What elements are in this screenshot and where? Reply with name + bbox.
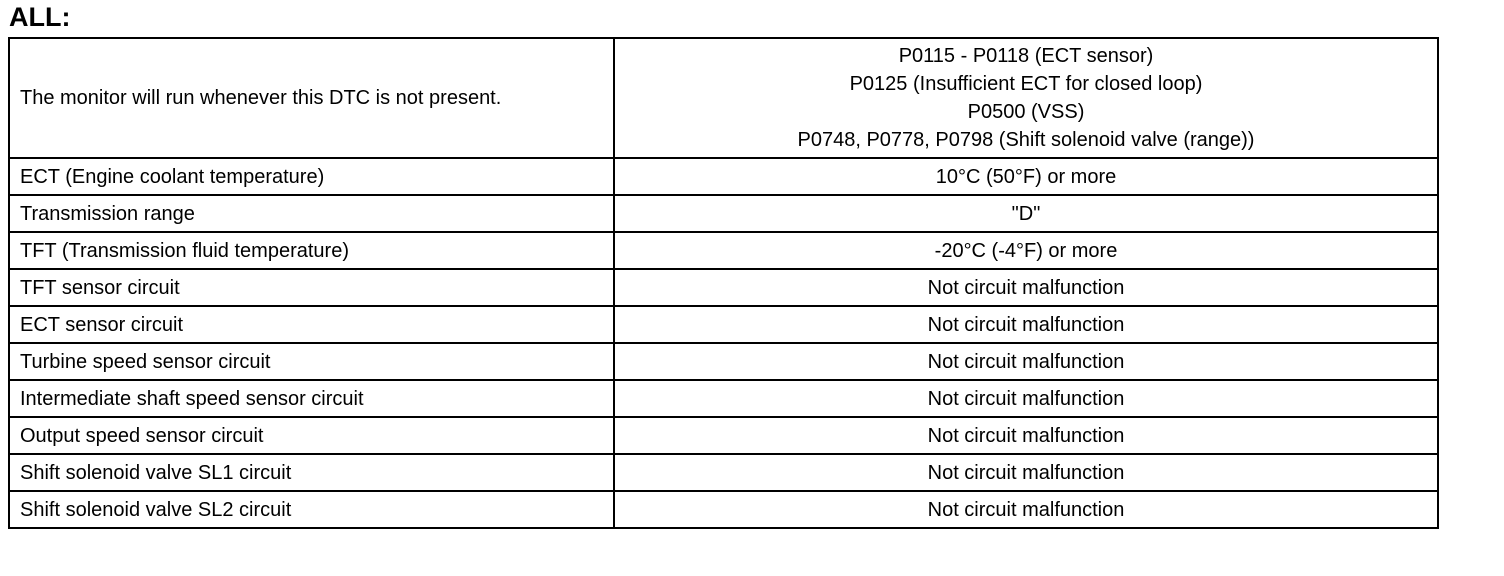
condition-label: Turbine speed sensor circuit xyxy=(9,343,614,380)
table-row xyxy=(9,232,1438,269)
condition-label: ECT (Engine coolant temperature) xyxy=(9,158,614,195)
condition-value: Not circuit malfunction xyxy=(614,491,1438,528)
table-row xyxy=(9,417,1438,454)
condition-value: Not circuit malfunction xyxy=(614,454,1438,491)
condition-value: Not circuit malfunction xyxy=(614,343,1438,380)
condition-label: The monitor will run whenever this DTC is not present. xyxy=(9,38,614,158)
condition-label: ECT sensor circuit xyxy=(9,306,614,343)
table-row xyxy=(9,195,1438,232)
condition-value: 10°C (50°F) or more xyxy=(614,158,1438,195)
table-row xyxy=(9,343,1438,380)
condition-value: Not circuit malfunction xyxy=(614,269,1438,306)
table-row xyxy=(9,158,1438,195)
condition-label: Intermediate shaft speed sensor circuit xyxy=(9,380,614,417)
condition-value xyxy=(614,38,1438,158)
table-row xyxy=(9,380,1438,417)
condition-value: Not circuit malfunction xyxy=(614,306,1438,343)
section-heading: ALL: xyxy=(9,2,71,32)
condition-value: Not circuit malfunction xyxy=(614,417,1438,454)
table-row xyxy=(9,454,1438,491)
condition-value: -20°C (-4°F) or more xyxy=(614,232,1438,269)
table-row xyxy=(9,491,1438,528)
condition-label: TFT (Transmission fluid temperature) xyxy=(9,232,614,269)
condition-label: Shift solenoid valve SL1 circuit xyxy=(9,454,614,491)
condition-label: TFT sensor circuit xyxy=(9,269,614,306)
dtc-line: P0748, P0778, P0798 (Shift solenoid valve (range)) xyxy=(797,129,1255,151)
table-row xyxy=(9,38,1438,158)
condition-label: Transmission range xyxy=(9,195,614,232)
dtc-line: P0500 (VSS) xyxy=(967,101,1085,123)
table-row xyxy=(9,269,1438,306)
condition-label: Output speed sensor circuit xyxy=(9,417,614,454)
condition-value: Not circuit malfunction xyxy=(614,380,1438,417)
monitor-conditions-table xyxy=(8,37,1439,529)
dtc-line: P0115 - P0118 (ECT sensor) xyxy=(898,45,1154,67)
condition-value: "D" xyxy=(614,195,1438,232)
condition-label: Shift solenoid valve SL2 circuit xyxy=(9,491,614,528)
table-row xyxy=(9,306,1438,343)
dtc-line: P0125 (Insufficient ECT for closed loop) xyxy=(849,73,1203,95)
